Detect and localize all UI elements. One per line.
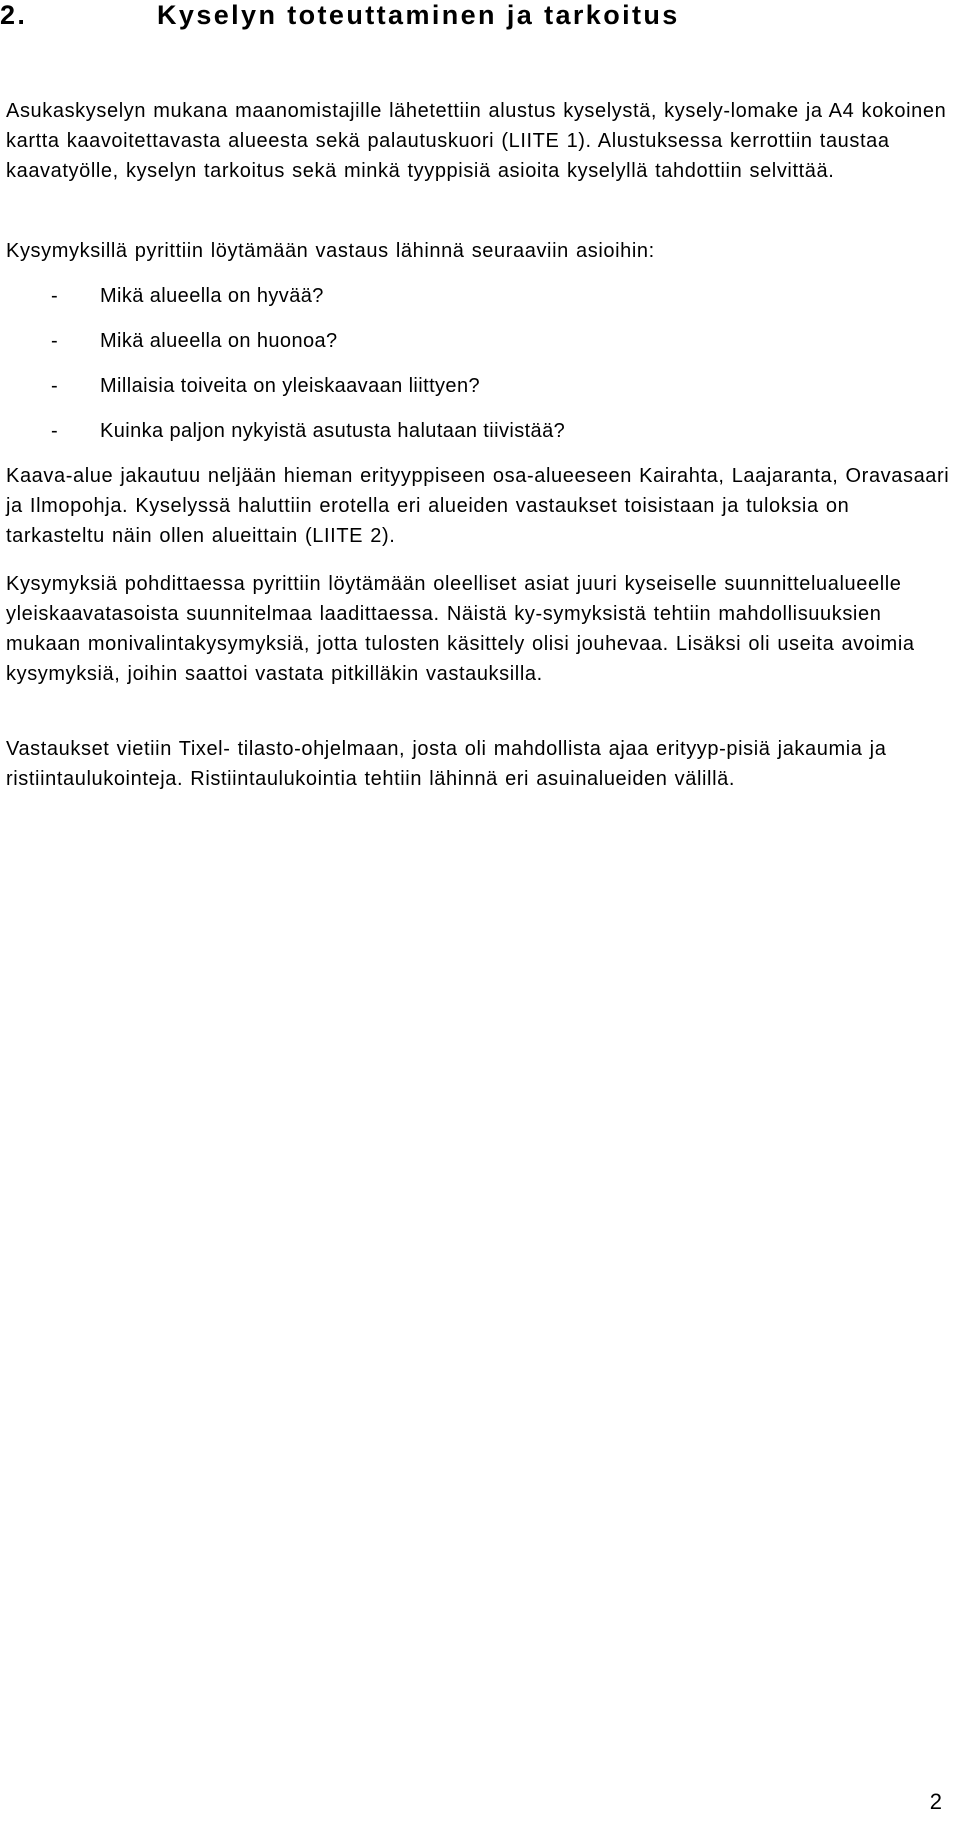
paragraph-intro: Asukaskyselyn mukana maanomistajille lähetettiin alustus kyselystä, kysely-lomake ja A4 kokoinen kartta kaavoitettavasta alueesta sekä palautuskuori (LIITE 1). Alustuksessa kerrottiin taustaa kaavatyölle, kyselyn tarkoitus sekä minkä tyyppisiä asioita kyselyllä tahdottiin selvittää. bbox=[6, 100, 947, 182]
page-number: 2 bbox=[929, 1789, 942, 1814]
paragraph-areas: Kaava-alue jakautuu neljään hieman erityyppiseen osa-alueeseen Kairahta, Laajaranta, Oravasaari ja Ilmopohja. Kyselyssä haluttiin erotella eri alueiden vastaukset toisistaan ja tuloksia on tarkasteltu näin ollen alueittain (LIITE 2). bbox=[6, 465, 950, 547]
list-dash: - bbox=[51, 285, 59, 307]
question-list bbox=[6, 281, 951, 461]
list-item bbox=[6, 281, 951, 326]
paragraph-question-design: Kysymyksiä pohdittaessa pyrittiin löytämään oleelliset asiat juuri kyseiselle suunnittelualueelle yleiskaavatasoista suunnitelmaa laadittaessa. Näistä ky-symyksistä tehtiin mahdollisuuksien mukaan monivalintakysymyksiä, jotta tulosten käsittely olisi jouhevaa. Lisäksi oli useita avoimia kysymyksiä, joihin saattoi vastata pitkilläkin vastauksilla. bbox=[6, 573, 915, 685]
paragraph-questions-lead: Kysymyksillä pyrittiin löytämään vastaus lähinnä seuraaviin asioihin: bbox=[6, 240, 655, 262]
list-dash: - bbox=[51, 375, 59, 397]
section-number: 2. bbox=[0, 0, 28, 30]
list-item-text: Kuinka paljon nykyistä asutusta halutaan tiivistää? bbox=[100, 420, 566, 442]
list-item-text: Mikä alueella on huonoa? bbox=[100, 330, 338, 352]
list-item-text: Millaisia toiveita on yleiskaavaan liittyen? bbox=[100, 375, 481, 397]
list-dash: - bbox=[51, 420, 59, 442]
list-item bbox=[6, 371, 951, 416]
list-dash: - bbox=[51, 330, 59, 352]
list-item-text: Mikä alueella on hyvää? bbox=[100, 285, 324, 307]
section-heading bbox=[0, 0, 960, 36]
paragraph-analysis: Vastaukset vietiin Tixel- tilasto-ohjelmaan, josta oli mahdollista ajaa erityyp-pisiä jakaumia ja ristiintaulukointeja. Ristiintaulukointia tehtiin lähinnä eri asuinalueiden välillä. bbox=[6, 738, 887, 790]
list-item bbox=[6, 416, 951, 461]
section-title: Kyselyn toteuttaminen ja tarkoitus bbox=[157, 0, 680, 30]
list-item bbox=[6, 326, 951, 371]
